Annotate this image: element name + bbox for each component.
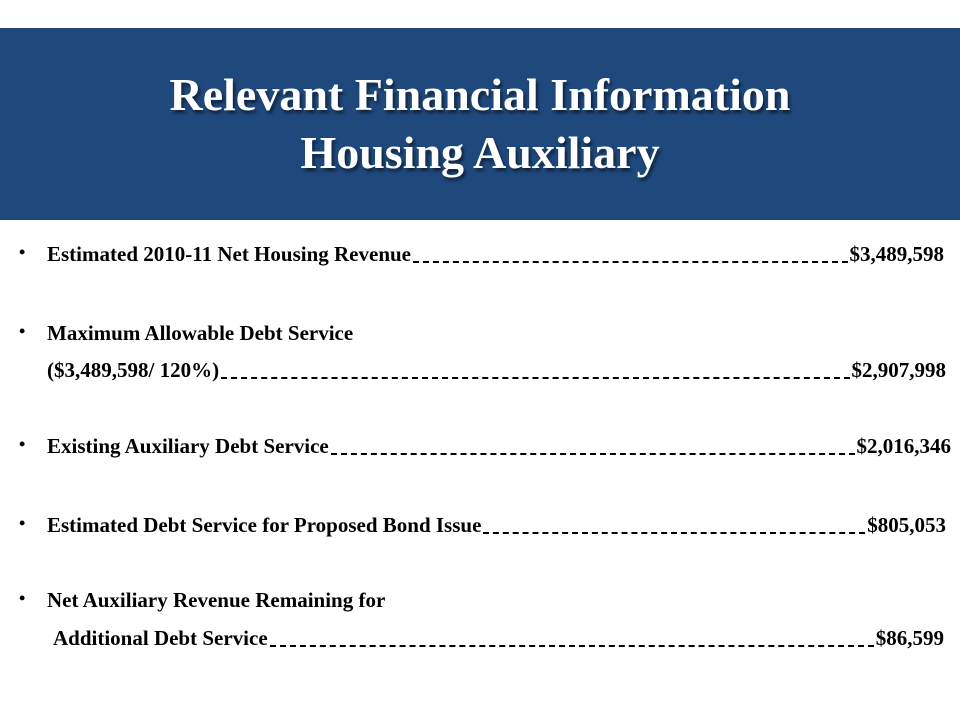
item-row	[53, 618, 944, 658]
bullet-icon: •	[19, 588, 26, 608]
title-line-1: Relevant Financial Information	[169, 69, 791, 120]
item-label: Estimated Debt Service for Proposed Bond Issue	[47, 512, 482, 537]
list-item	[0, 426, 960, 466]
item-label: Net Auxiliary Revenue Remaining for	[47, 588, 386, 612]
list-item-continuation	[0, 618, 960, 658]
item-amount: $3,489,598	[849, 241, 944, 266]
bullet-icon: •	[19, 513, 26, 533]
title-line-2: Housing Auxiliary	[300, 127, 660, 178]
item-amount: $805,053	[867, 512, 946, 537]
item-row	[47, 350, 946, 390]
item-row	[47, 234, 944, 274]
list-item	[0, 234, 960, 274]
item-row	[47, 505, 946, 545]
dashed-leader	[483, 532, 865, 534]
dashed-leader	[331, 453, 855, 455]
list-item	[0, 580, 960, 620]
item-amount: $2,907,998	[851, 357, 946, 382]
item-label: Maximum Allowable Debt Service	[47, 321, 354, 345]
title-banner	[0, 28, 960, 220]
dashed-leader	[413, 261, 848, 263]
bullet-icon: •	[19, 242, 26, 262]
dashed-leader	[221, 377, 849, 379]
list-item-continuation	[0, 350, 960, 390]
item-row	[47, 426, 951, 466]
item-label: Estimated 2010-11 Net Housing Revenue	[47, 241, 411, 266]
item-sublabel: Additional Debt Service	[53, 625, 268, 650]
list-item	[0, 313, 960, 353]
list-item	[0, 505, 960, 545]
bullet-icon: •	[19, 434, 26, 454]
bullet-icon: •	[19, 321, 26, 341]
item-amount: $2,016,346	[856, 433, 951, 458]
item-sublabel: ($3,489,598/ 120%)	[47, 357, 220, 382]
item-amount: $86,599	[875, 625, 944, 650]
item-label: Existing Auxiliary Debt Service	[47, 433, 329, 458]
dashed-leader	[270, 645, 874, 647]
